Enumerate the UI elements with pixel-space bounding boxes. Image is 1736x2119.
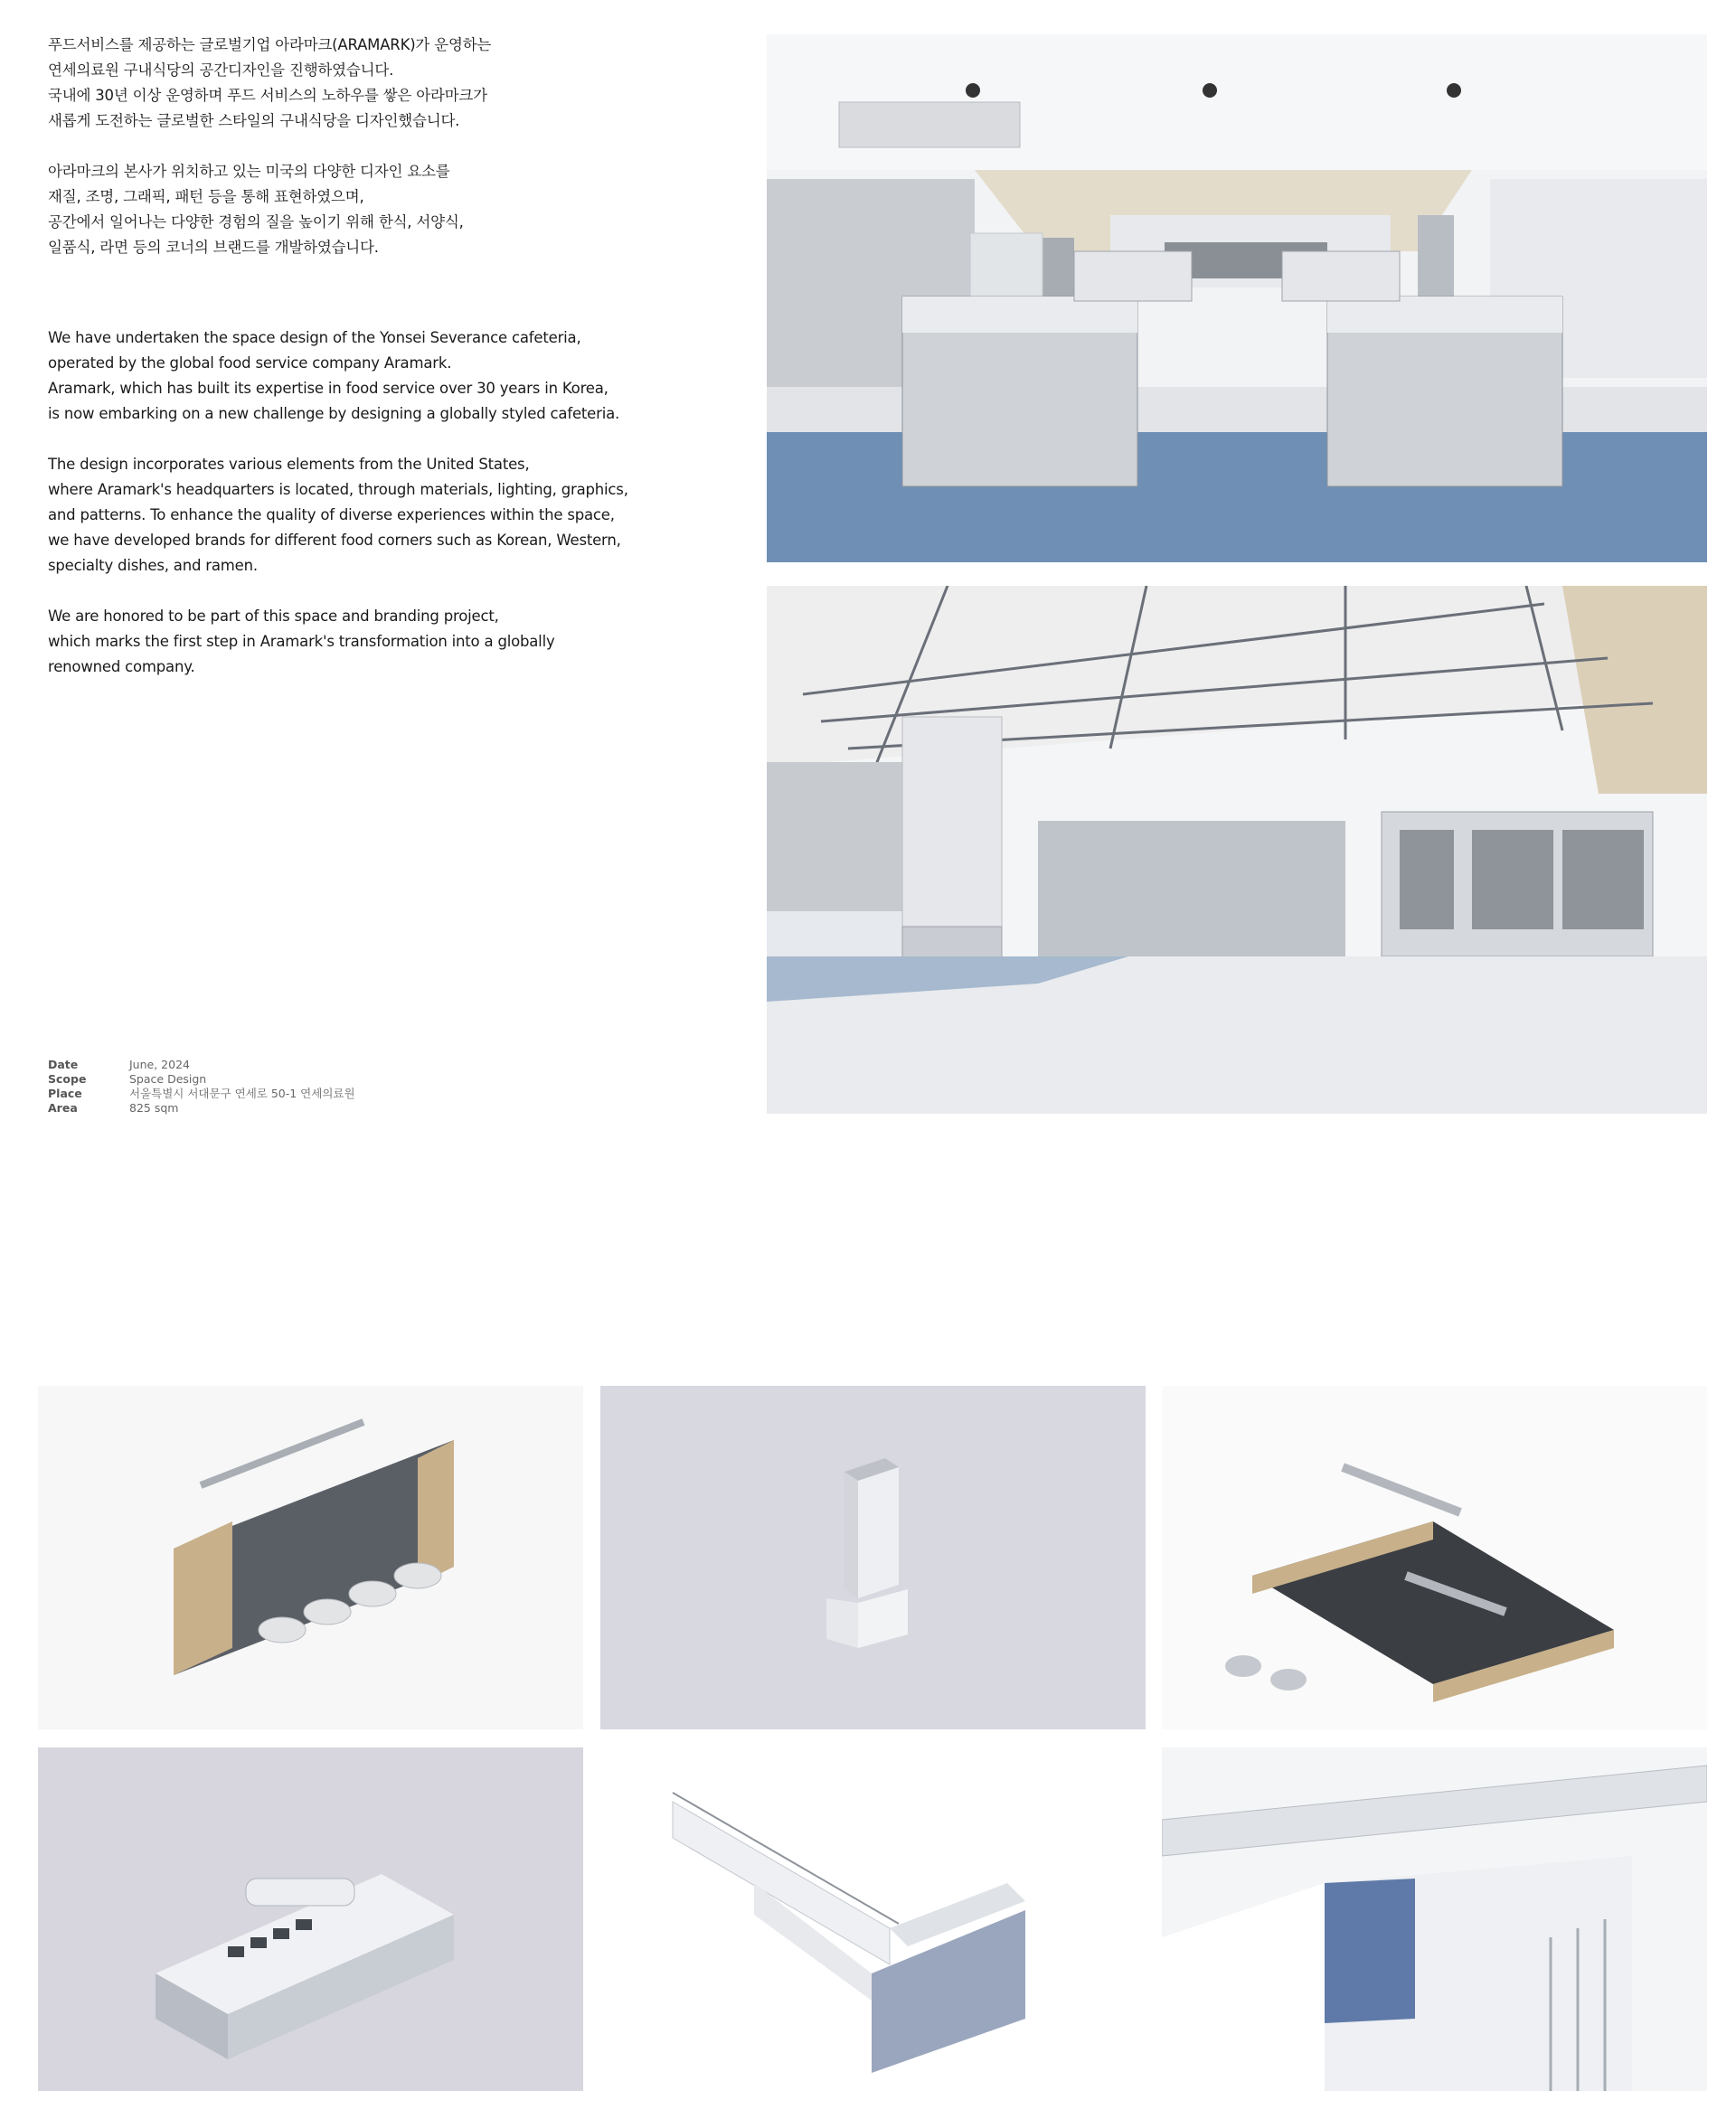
counter-seating-isometric-render: [38, 1386, 583, 1729]
counter-rail-isometric-render: [1162, 1386, 1707, 1729]
meta-key: Place: [48, 1087, 82, 1100]
project-meta: [48, 1058, 355, 1116]
meta-key: Scope: [48, 1072, 87, 1086]
meta-value: Space Design: [129, 1072, 207, 1086]
meta-value: June, 2024: [129, 1058, 190, 1071]
meta-key: Date: [48, 1058, 79, 1071]
english-paragraph-2: The design incorporates various elements from the United States, where Aramark's headquarters is located, through materials, lighting, graphics, and patterns. To enhance the quality of diverse experiences within the space, we have developed brands for different food corners such as Korean, Western, specialty dishes, and ramen.: [48, 456, 628, 574]
meta-value: 825 sqm: [129, 1101, 179, 1115]
cafeteria-counter-render: [767, 34, 1707, 562]
meta-row-area: [48, 1101, 355, 1116]
english-paragraph-3: We are honored to be part of this space and branding project, which marks the first step in Aramark's transformation into a globally renowned company.: [48, 607, 555, 675]
meta-row-place: [48, 1087, 355, 1101]
meta-row-date: [48, 1058, 355, 1072]
cafeteria-hall-render: [767, 586, 1707, 1114]
column-isometric-render: [600, 1386, 1146, 1729]
korean-paragraph-1: 푸드서비스를 제공하는 글로벌기업 아라마크(ARAMARK)가 운영하는 연세의료원 구내식당의 공간디자인을 진행하였습니다. 국내에 30년 이상 운영하며 푸드 서비스의 노하우를 쌓은 아라마크가 새롭게 도전하는 글로벌한 스타일의 구내식당을 디자인했습니다.: [48, 36, 492, 129]
project-description: [48, 33, 699, 705]
korean-paragraph-2: 아라마크의 본사가 위치하고 있는 미국의 다양한 디자인 요소를 재질, 조명, 그래픽, 패턴 등을 통해 표현하였으며, 공간에서 일어나는 다양한 경험의 질을 높이기 위해 한식, 서양식, 일품식, 라면 등의 코너의 브랜드를 개발하였습니다.: [48, 163, 464, 256]
english-paragraph-1: We have undertaken the space design of the Yonsei Severance cafeteria, operated by the global food service company Aramark. Aramark, which has built its expertise in food service over 30 years in Korea, is now embarking on a new challenge by designing a globally styled cafeteria.: [48, 329, 620, 422]
meta-value: 서울특별시 서대문구 연세로 50-1 연세의료원: [129, 1087, 355, 1100]
l-counter-isometric-render: [600, 1747, 1146, 2091]
counter-detail-isometric-render: [1162, 1747, 1707, 2091]
serving-station-isometric-render: [38, 1747, 583, 2091]
meta-key: Area: [48, 1101, 78, 1115]
meta-row-scope: [48, 1072, 355, 1087]
